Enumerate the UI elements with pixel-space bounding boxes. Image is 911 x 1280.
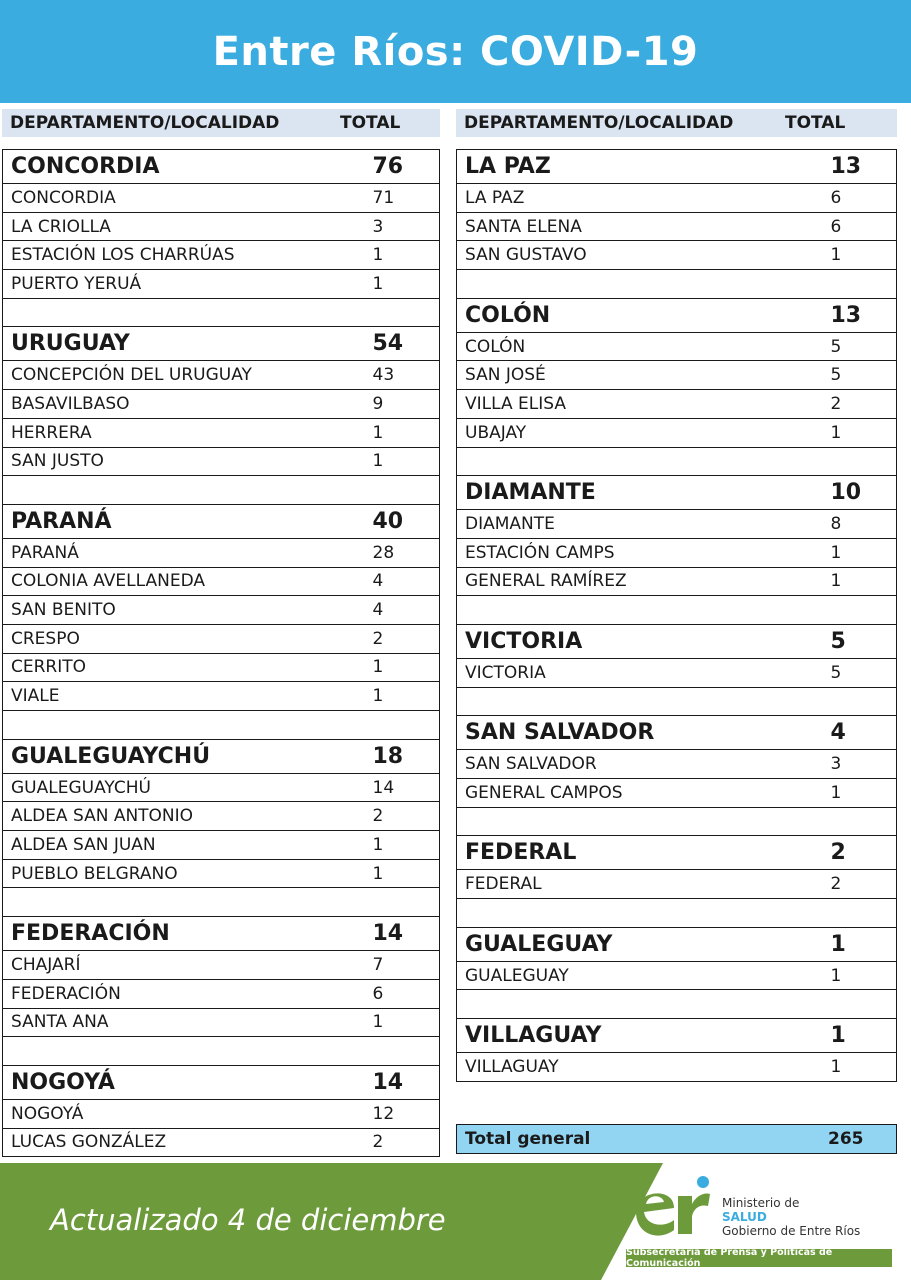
column-header-name: DEPARTAMENTO/LOCALIDAD <box>10 113 280 133</box>
locality-name: DIAMANTE <box>457 510 831 539</box>
locality-name: VILLA ELISA <box>457 390 831 419</box>
locality-row <box>457 361 897 390</box>
department-row <box>457 624 897 658</box>
locality-total: 14 <box>373 773 440 802</box>
spacer-row <box>3 298 440 327</box>
ministry-logo-icon <box>630 1172 716 1242</box>
spacer-cell <box>457 270 897 299</box>
right-column-header <box>456 109 897 137</box>
locality-total: 1 <box>373 241 440 270</box>
locality-name: ESTACIÓN LOS CHARRÚAS <box>3 241 373 270</box>
spacer-cell <box>457 447 897 476</box>
locality-total: 2 <box>831 390 897 419</box>
locality-total: 1 <box>831 1053 897 1082</box>
spacer-row <box>457 687 897 716</box>
department-total: 40 <box>373 504 440 538</box>
spacer-cell <box>457 990 897 1019</box>
locality-name: FEDERAL <box>457 870 831 899</box>
locality-total: 4 <box>373 567 440 596</box>
department-name: COLÓN <box>457 298 831 332</box>
locality-name: VICTORIA <box>457 658 831 687</box>
spacer-row <box>3 711 440 740</box>
locality-total: 5 <box>831 361 897 390</box>
department-row <box>3 917 440 951</box>
department-row <box>457 150 897 184</box>
locality-name: LA PAZ <box>457 184 831 213</box>
right-column <box>456 109 897 1082</box>
left-column-header <box>2 109 440 137</box>
department-name: NOGOYÁ <box>3 1065 373 1099</box>
locality-total: 28 <box>373 538 440 567</box>
locality-total: 6 <box>831 212 897 241</box>
locality-total: 2 <box>831 870 897 899</box>
locality-row <box>3 951 440 980</box>
locality-total: 1 <box>373 653 440 682</box>
locality-row <box>457 870 897 899</box>
department-total: 4 <box>831 716 897 750</box>
locality-name: PUERTO YERUÁ <box>3 270 373 299</box>
ministry-name <box>722 1196 860 1238</box>
department-name: VILLAGUAY <box>457 1019 831 1053</box>
locality-name: COLONIA AVELLANEDA <box>3 567 373 596</box>
locality-name: PARANÁ <box>3 538 373 567</box>
spacer-cell <box>457 687 897 716</box>
department-total: 18 <box>373 739 440 773</box>
locality-row <box>457 779 897 808</box>
locality-row <box>3 538 440 567</box>
locality-row <box>3 567 440 596</box>
locality-name: GENERAL RAMÍREZ <box>457 567 831 596</box>
locality-total: 2 <box>373 624 440 653</box>
spacer-row <box>457 447 897 476</box>
locality-name: LA CRIOLLA <box>3 212 373 241</box>
locality-total: 9 <box>373 390 440 419</box>
locality-row <box>3 1008 440 1037</box>
department-total: 10 <box>831 476 897 510</box>
spacer-row <box>3 476 440 505</box>
department-total: 1 <box>831 1019 897 1053</box>
spacer-row <box>3 888 440 917</box>
locality-name: HERRERA <box>3 418 373 447</box>
department-total: 2 <box>831 836 897 870</box>
department-name: PARANÁ <box>3 504 373 538</box>
locality-name: FEDERACIÓN <box>3 979 373 1008</box>
spacer-cell <box>3 476 440 505</box>
locality-row <box>3 859 440 888</box>
department-name: FEDERAL <box>457 836 831 870</box>
department-name: DIAMANTE <box>457 476 831 510</box>
department-row <box>457 716 897 750</box>
locality-name: GUALEGUAY <box>457 961 831 990</box>
locality-row <box>3 361 440 390</box>
department-row <box>3 504 440 538</box>
total-general-box <box>456 1124 897 1154</box>
locality-name: SANTA ELENA <box>457 212 831 241</box>
column-header-total: TOTAL <box>785 113 846 133</box>
locality-row <box>457 418 897 447</box>
locality-row <box>457 567 897 596</box>
spacer-row <box>457 899 897 928</box>
ministry-line2: SALUD <box>722 1210 767 1224</box>
locality-total: 1 <box>831 418 897 447</box>
department-total: 14 <box>373 917 440 951</box>
locality-row <box>457 658 897 687</box>
left-cases-table <box>2 149 440 1157</box>
locality-name: CERRITO <box>3 653 373 682</box>
locality-row <box>3 212 440 241</box>
locality-total: 1 <box>373 447 440 476</box>
locality-name: CHAJARÍ <box>3 951 373 980</box>
locality-total: 5 <box>831 658 897 687</box>
department-total: 76 <box>373 150 440 184</box>
locality-name: SAN BENITO <box>3 596 373 625</box>
column-header-name: DEPARTAMENTO/LOCALIDAD <box>464 113 734 133</box>
spacer-cell <box>3 888 440 917</box>
locality-total: 4 <box>373 596 440 625</box>
locality-row <box>3 1099 440 1128</box>
locality-total: 1 <box>373 859 440 888</box>
total-general-value: 265 <box>828 1129 864 1149</box>
updated-date: Actualizado 4 de diciembre <box>50 1203 446 1237</box>
locality-name: LUCAS GONZÁLEZ <box>3 1128 373 1157</box>
department-row <box>457 836 897 870</box>
locality-row <box>3 653 440 682</box>
locality-total: 43 <box>373 361 440 390</box>
department-name: GUALEGUAY <box>457 927 831 961</box>
spacer-cell <box>457 596 897 625</box>
locality-name: UBAJAY <box>457 418 831 447</box>
locality-row <box>3 831 440 860</box>
spacer-cell <box>3 711 440 740</box>
spacer-row <box>457 990 897 1019</box>
locality-name: COLÓN <box>457 332 831 361</box>
locality-total: 12 <box>373 1099 440 1128</box>
spacer-cell <box>3 298 440 327</box>
locality-row <box>457 184 897 213</box>
locality-row <box>3 241 440 270</box>
locality-row <box>457 961 897 990</box>
ministry-line3: Gobierno de Entre Ríos <box>722 1224 861 1238</box>
locality-total: 3 <box>373 212 440 241</box>
spacer-row <box>3 1037 440 1066</box>
locality-row <box>457 212 897 241</box>
spacer-row <box>457 596 897 625</box>
department-row <box>457 298 897 332</box>
department-name: LA PAZ <box>457 150 831 184</box>
locality-name: SAN GUSTAVO <box>457 241 831 270</box>
locality-total: 6 <box>831 184 897 213</box>
locality-total: 1 <box>831 779 897 808</box>
locality-name: CONCEPCIÓN DEL URUGUAY <box>3 361 373 390</box>
locality-row <box>457 241 897 270</box>
locality-name: NOGOYÁ <box>3 1099 373 1128</box>
locality-total: 3 <box>831 750 897 779</box>
locality-row <box>3 447 440 476</box>
department-row <box>457 1019 897 1053</box>
locality-row <box>3 682 440 711</box>
locality-total: 1 <box>373 418 440 447</box>
department-name: GUALEGUAYCHÚ <box>3 739 373 773</box>
locality-name: PUEBLO BELGRANO <box>3 859 373 888</box>
locality-row <box>457 750 897 779</box>
department-name: VICTORIA <box>457 624 831 658</box>
locality-name: ESTACIÓN CAMPS <box>457 538 831 567</box>
department-total: 5 <box>831 624 897 658</box>
locality-total: 1 <box>373 682 440 711</box>
locality-row <box>457 332 897 361</box>
locality-total: 8 <box>831 510 897 539</box>
locality-row <box>3 624 440 653</box>
locality-row <box>457 538 897 567</box>
department-name: FEDERACIÓN <box>3 917 373 951</box>
department-name: SAN SALVADOR <box>457 716 831 750</box>
locality-total: 6 <box>373 979 440 1008</box>
locality-total: 1 <box>831 567 897 596</box>
locality-row <box>3 979 440 1008</box>
spacer-row <box>457 807 897 836</box>
department-row <box>3 1065 440 1099</box>
locality-total: 1 <box>831 961 897 990</box>
locality-total: 1 <box>831 241 897 270</box>
locality-name: ALDEA SAN ANTONIO <box>3 802 373 831</box>
department-row <box>3 150 440 184</box>
locality-name: VIALE <box>3 682 373 711</box>
page-title: Entre Ríos: COVID-19 <box>212 28 699 75</box>
locality-total: 1 <box>373 270 440 299</box>
locality-name: SAN SALVADOR <box>457 750 831 779</box>
press-office-bar: Subsecretaría de Prensa y Políticas de Comunicación <box>626 1249 892 1267</box>
right-cases-table <box>456 149 897 1082</box>
locality-total: 1 <box>831 538 897 567</box>
locality-row <box>3 802 440 831</box>
department-row <box>457 927 897 961</box>
locality-row <box>3 773 440 802</box>
department-name: URUGUAY <box>3 327 373 361</box>
locality-total: 2 <box>373 1128 440 1157</box>
locality-name: ALDEA SAN JUAN <box>3 831 373 860</box>
department-total: 13 <box>831 298 897 332</box>
department-row <box>3 327 440 361</box>
locality-total: 2 <box>373 802 440 831</box>
locality-name: SAN JOSÉ <box>457 361 831 390</box>
locality-name: BASAVILBASO <box>3 390 373 419</box>
locality-row <box>3 270 440 299</box>
department-row <box>457 476 897 510</box>
locality-name: GENERAL CAMPOS <box>457 779 831 808</box>
locality-total: 5 <box>831 332 897 361</box>
department-name: CONCORDIA <box>3 150 373 184</box>
locality-total: 1 <box>373 831 440 860</box>
locality-row <box>457 390 897 419</box>
locality-row <box>3 1128 440 1157</box>
spacer-cell <box>457 899 897 928</box>
department-row <box>3 739 440 773</box>
locality-name: VILLAGUAY <box>457 1053 831 1082</box>
locality-row <box>457 510 897 539</box>
locality-total: 1 <box>373 1008 440 1037</box>
spacer-cell <box>457 807 897 836</box>
spacer-cell <box>3 1037 440 1066</box>
department-total: 1 <box>831 927 897 961</box>
total-general-label: Total general <box>465 1129 591 1149</box>
department-total: 13 <box>831 150 897 184</box>
locality-total: 7 <box>373 951 440 980</box>
locality-row <box>3 596 440 625</box>
page-header <box>0 0 911 103</box>
spacer-row <box>457 270 897 299</box>
locality-name: GUALEGUAYCHÚ <box>3 773 373 802</box>
locality-total: 71 <box>373 184 440 213</box>
locality-row <box>3 418 440 447</box>
locality-row <box>457 1053 897 1082</box>
column-header-total: TOTAL <box>340 113 401 133</box>
locality-name: SANTA ANA <box>3 1008 373 1037</box>
locality-row <box>3 184 440 213</box>
ministry-line1: Ministerio de <box>722 1196 800 1210</box>
locality-name: CRESPO <box>3 624 373 653</box>
left-column <box>2 109 440 1157</box>
department-total: 54 <box>373 327 440 361</box>
locality-name: SAN JUSTO <box>3 447 373 476</box>
locality-name: CONCORDIA <box>3 184 373 213</box>
locality-row <box>3 390 440 419</box>
department-total: 14 <box>373 1065 440 1099</box>
